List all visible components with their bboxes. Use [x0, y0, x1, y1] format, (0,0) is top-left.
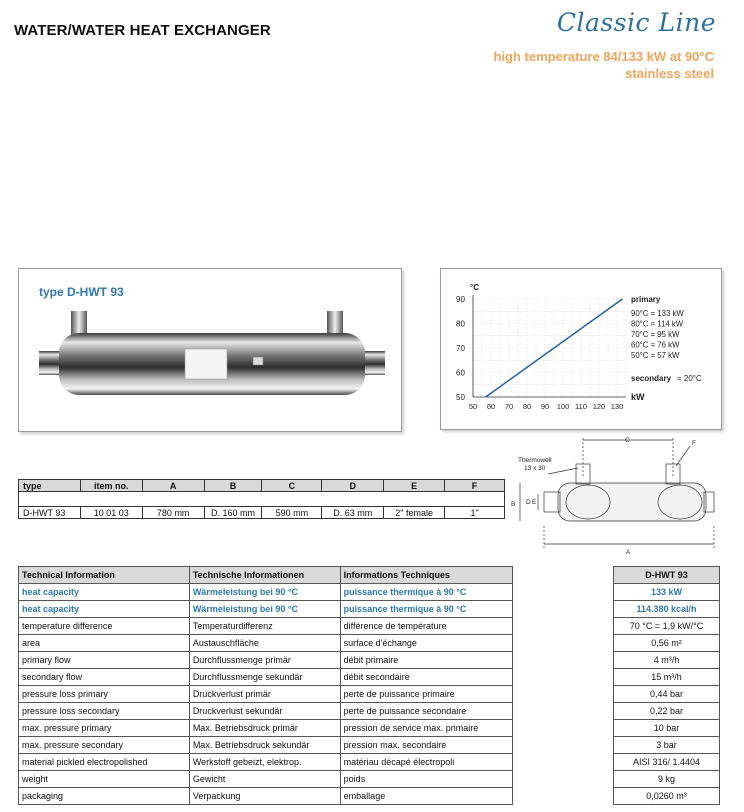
x-tick-label: 50	[468, 402, 478, 411]
dim-cell: 1"	[445, 507, 505, 519]
tech-gap	[512, 652, 614, 669]
dim-header-c: C	[262, 480, 322, 492]
drawing-label-d: D	[526, 499, 531, 506]
tech-cell-de: Durchflussmenge primär	[189, 652, 340, 669]
tech-cell-en: heat capacity	[19, 601, 190, 618]
tech-row	[19, 754, 720, 771]
tech-cell-value: 10 bar	[614, 720, 720, 737]
tech-cell-en: primary flow	[19, 652, 190, 669]
tech-gap	[512, 669, 614, 686]
product-type-label: type D-HWT 93	[39, 285, 124, 299]
tech-cell-de: Wärmeleistung bei 90 °C	[189, 584, 340, 601]
tech-cell-en: material pickled electropolished	[19, 754, 190, 771]
drawing-label-c: C	[625, 437, 630, 444]
tech-row	[19, 584, 720, 601]
tech-row	[19, 720, 720, 737]
legend-entry: 50°C = 57 kW	[631, 351, 680, 360]
tech-gap	[512, 720, 614, 737]
tech-cell-en: pressure loss primary	[19, 686, 190, 703]
y-unit-label: °C	[470, 283, 479, 292]
tech-cell-value: 3 bar	[614, 737, 720, 754]
tech-gap	[512, 703, 614, 720]
tech-cell-en: packaging	[19, 788, 190, 805]
tech-cell-en: max. pressure primary	[19, 720, 190, 737]
tech-cell-value: 9 kg	[614, 771, 720, 788]
tech-gap	[512, 567, 614, 584]
tech-row	[19, 669, 720, 686]
tech-header-fr: Informations Techniques	[340, 567, 512, 584]
tech-cell-en: area	[19, 635, 190, 652]
capacity-chart-panel	[440, 268, 722, 430]
tech-cell-en: pressure loss secondary	[19, 703, 190, 720]
dim-header-b: B	[204, 480, 262, 492]
tech-cell-de: Austauschfläche	[189, 635, 340, 652]
drawing-label-f: F	[692, 440, 696, 447]
technical-info-table	[18, 566, 720, 805]
drawing-label-e: E	[532, 499, 537, 506]
tech-cell-fr: différence de température	[340, 618, 512, 635]
subtitle-material: stainless steel	[625, 66, 714, 81]
dim-header-item-no: item no.	[80, 480, 142, 492]
heat-exchanger-image	[37, 309, 387, 421]
tech-cell-de: Max. Betriebsdruck sekundär	[189, 737, 340, 754]
tech-cell-value: 0,22 bar	[614, 703, 720, 720]
dim-cell: D. 160 mm	[204, 507, 262, 519]
tech-cell-value: 4 m³/h	[614, 652, 720, 669]
tech-cell-fr: perte de puissance primaire	[340, 686, 512, 703]
tech-cell-value: 133 kW	[614, 584, 720, 601]
tech-cell-fr: débit secondaire	[340, 669, 512, 686]
tech-header-row	[19, 567, 720, 584]
tech-row	[19, 771, 720, 788]
tech-row	[19, 737, 720, 754]
tech-header-de: Technische Informationen	[189, 567, 340, 584]
legend-entry: 90°C = 133 kW	[631, 309, 684, 318]
tech-cell-value: 15 m³/h	[614, 669, 720, 686]
page-title: WATER/WATER HEAT EXCHANGER	[14, 22, 271, 39]
product-panel	[18, 268, 402, 432]
x-unit-label: kW	[631, 392, 645, 402]
dim-header-a: A	[142, 480, 204, 492]
dimensions-header-row	[19, 480, 505, 492]
tech-header-model: D-HWT 93	[614, 567, 720, 584]
dim-cell: 10 01 03	[80, 507, 142, 519]
subtitle-temperature: high temperature 84/133 kW at 90°C	[493, 49, 714, 64]
tech-gap	[512, 737, 614, 754]
dimensions-table	[18, 479, 505, 519]
drawing-thermowell-size: 13 x 30	[524, 465, 546, 472]
legend-title: primary	[631, 295, 661, 304]
tech-cell-fr: pression max. secondaire	[340, 737, 512, 754]
tech-cell-de: Durchflussmenge sekundär	[189, 669, 340, 686]
x-tick-label: 120	[592, 402, 606, 411]
technical-drawing	[508, 436, 718, 558]
dim-cell: D. 63 mm	[322, 507, 384, 519]
x-tick-label: 80	[522, 402, 532, 411]
x-tick-label: 100	[556, 402, 570, 411]
y-tick-label: 60	[456, 368, 465, 378]
dim-cell: 780 mm	[142, 507, 204, 519]
tech-row	[19, 635, 720, 652]
tech-cell-fr: puissance thermique à 90 °C	[340, 584, 512, 601]
tech-cell-value: 70 °C = 1,9 kW/°C	[614, 618, 720, 635]
legend-secondary-value: = 20°C	[677, 374, 702, 383]
tech-cell-fr: perte de puissance secondaire	[340, 703, 512, 720]
drawing-label-a: A	[626, 549, 631, 556]
dim-cell: 2" female	[384, 507, 445, 519]
tech-cell-en: max. pressure secondary	[19, 737, 190, 754]
legend-entry: 80°C = 114 kW	[631, 319, 684, 329]
tech-cell-en: temperature difference	[19, 618, 190, 635]
tech-gap	[512, 635, 614, 652]
x-tick-label: 60	[486, 402, 496, 411]
tech-gap	[512, 686, 614, 703]
tech-row	[19, 703, 720, 720]
tech-cell-value: 0,56 m²	[614, 635, 720, 652]
legend-entry: 60°C = 76 kW	[631, 340, 680, 350]
tech-row	[19, 788, 720, 805]
drawing-thermowell-label: Thermowell	[518, 457, 552, 464]
tech-cell-de: Verpackung	[189, 788, 340, 805]
tech-cell-de: Max. Betriebsdruck primär	[189, 720, 340, 737]
x-tick-label: 110	[575, 402, 587, 411]
legend-secondary-label: secondary	[631, 374, 672, 383]
brand-logo: Classic Line	[556, 8, 716, 37]
tech-cell-de: Wärmeleistung bei 90 °C	[189, 601, 340, 618]
tech-cell-fr: pression de service max. primaire	[340, 720, 512, 737]
tech-row	[19, 618, 720, 635]
tech-cell-value: 114.380 kcal/h	[614, 601, 720, 618]
tech-cell-en: weight	[19, 771, 190, 788]
tech-row	[19, 686, 720, 703]
dim-header-f: F	[445, 480, 505, 492]
tech-header-en: Technical Information	[19, 567, 190, 584]
tech-cell-de: Gewicht	[189, 771, 340, 788]
tech-cell-en: secondary flow	[19, 669, 190, 686]
y-tick-label: 50	[456, 393, 465, 402]
y-tick-label: 90	[456, 295, 465, 304]
tech-cell-fr: puissance thermique à 90 °C	[340, 601, 512, 618]
x-tick-label: 90	[540, 402, 550, 411]
tech-gap	[512, 788, 614, 805]
tech-cell-de: Druckverlust primär	[189, 686, 340, 703]
tech-cell-value: 0,44 bar	[614, 686, 720, 703]
drawing-label-b: B	[511, 501, 516, 508]
dim-header-e: E	[384, 480, 445, 492]
dim-cell: 590 mm	[262, 507, 322, 519]
tech-cell-en: heat capacity	[19, 584, 190, 601]
tech-cell-fr: poids	[340, 771, 512, 788]
tech-cell-fr: surface d'échange	[340, 635, 512, 652]
tech-cell-fr: matériau décapé électropoli	[340, 754, 512, 771]
tech-cell-de: Druckverlust sekundär	[189, 703, 340, 720]
y-tick-label: 80	[456, 319, 465, 329]
capacity-chart	[441, 269, 721, 429]
tech-gap	[512, 601, 614, 618]
tech-cell-value: AISI 316/ 1.4404	[614, 754, 720, 771]
legend-entry: 70°C = 95 kW	[631, 330, 680, 339]
tech-row	[19, 601, 720, 618]
y-tick-label: 70	[456, 344, 465, 353]
tech-gap	[512, 771, 614, 788]
dim-header-type: type	[19, 480, 81, 492]
tech-gap	[512, 754, 614, 771]
tech-cell-de: Werkstoff gebeizt, elektrop.	[189, 754, 340, 771]
tech-row	[19, 652, 720, 669]
tech-cell-de: Temperaturdifferenz	[189, 618, 340, 635]
tech-gap	[512, 618, 614, 635]
tech-cell-fr: emballage	[340, 788, 512, 805]
dim-cell: D-HWT 93	[19, 507, 81, 519]
x-tick-label: 130	[610, 402, 624, 411]
tech-cell-fr: débit primaire	[340, 652, 512, 669]
tech-gap	[512, 584, 614, 601]
x-tick-label: 70	[504, 402, 514, 411]
tech-cell-value: 0,0260 m³	[614, 788, 720, 805]
dim-header-d: D	[322, 480, 384, 492]
dimensions-row	[19, 507, 505, 519]
dimensions-spacer-row	[19, 492, 505, 507]
